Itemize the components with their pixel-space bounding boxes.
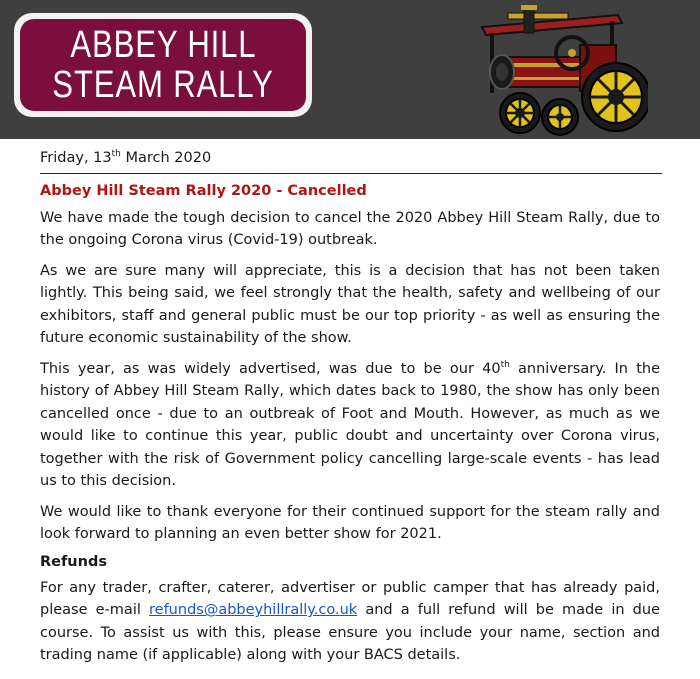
article-date	[40, 139, 662, 174]
logo-line-1: ABBEY HILL	[69, 24, 257, 66]
paragraph-5	[40, 577, 660, 667]
refunds-heading: Refunds	[40, 553, 107, 570]
paragraph-3	[40, 358, 660, 493]
date-month-year: March 2020	[120, 149, 212, 166]
paragraph-4: We would like to thank everyone for their continued support for the steam rally and look forward to planning an even better show for 2021.	[40, 503, 660, 543]
anniversary-ordinal: th	[500, 360, 510, 370]
traction-engine-icon	[468, 5, 648, 137]
article	[0, 139, 700, 667]
paragraph-5-text-a: For any trader, crafter, caterer, advertiser or public camper that has already paid, please e-mail	[40, 579, 660, 619]
refund-email-link[interactable]: refunds@abbeyhillrally.co.uk	[149, 602, 358, 619]
article-title: Abbey Hill Steam Rally 2020 - Cancelled	[40, 182, 367, 199]
site-header	[0, 0, 700, 139]
paragraph-1: We have made the tough decision to cancel the 2020 Abbey Hill Steam Rally, due to the ongoing Corona virus (Covid-19) outbreak.	[40, 209, 660, 249]
logo-plate	[20, 19, 306, 111]
paragraph-3-text-b: anniversary. In the history of Abbey Hill Steam Rally, which dates back to 1980, the show has only been cancelled once - due to an outbreak of Foot and Mouth. However, as much as we would like to continue this year, public doubt and uncertainty over Corona virus, together with the risk of Government policy cancelling large-scale events - has lead us to this decision.	[40, 360, 661, 490]
site-logo[interactable]	[14, 13, 312, 117]
date-ordinal: th	[111, 149, 121, 159]
logo-line-2: STEAM RALLY	[52, 64, 274, 106]
paragraph-5-text-b: and a full refund will be made in due course. To assist us with this, please ensure you include your name, section and trading name (if applicable) along with your BACS details.	[40, 602, 660, 664]
paragraph-3-text-a: This year, as was widely advertised, was due to be our 40	[40, 360, 501, 377]
date-text: Friday, 13	[40, 149, 112, 166]
paragraph-2: As we are sure many will appreciate, this is a decision that has not been taken lightly. This being said, we feel strongly that the health, safety and wellbeing of our exhibitors, staff and general public must be our top priority - as well as ensuring the future economic sustainability of the show.	[40, 262, 660, 347]
